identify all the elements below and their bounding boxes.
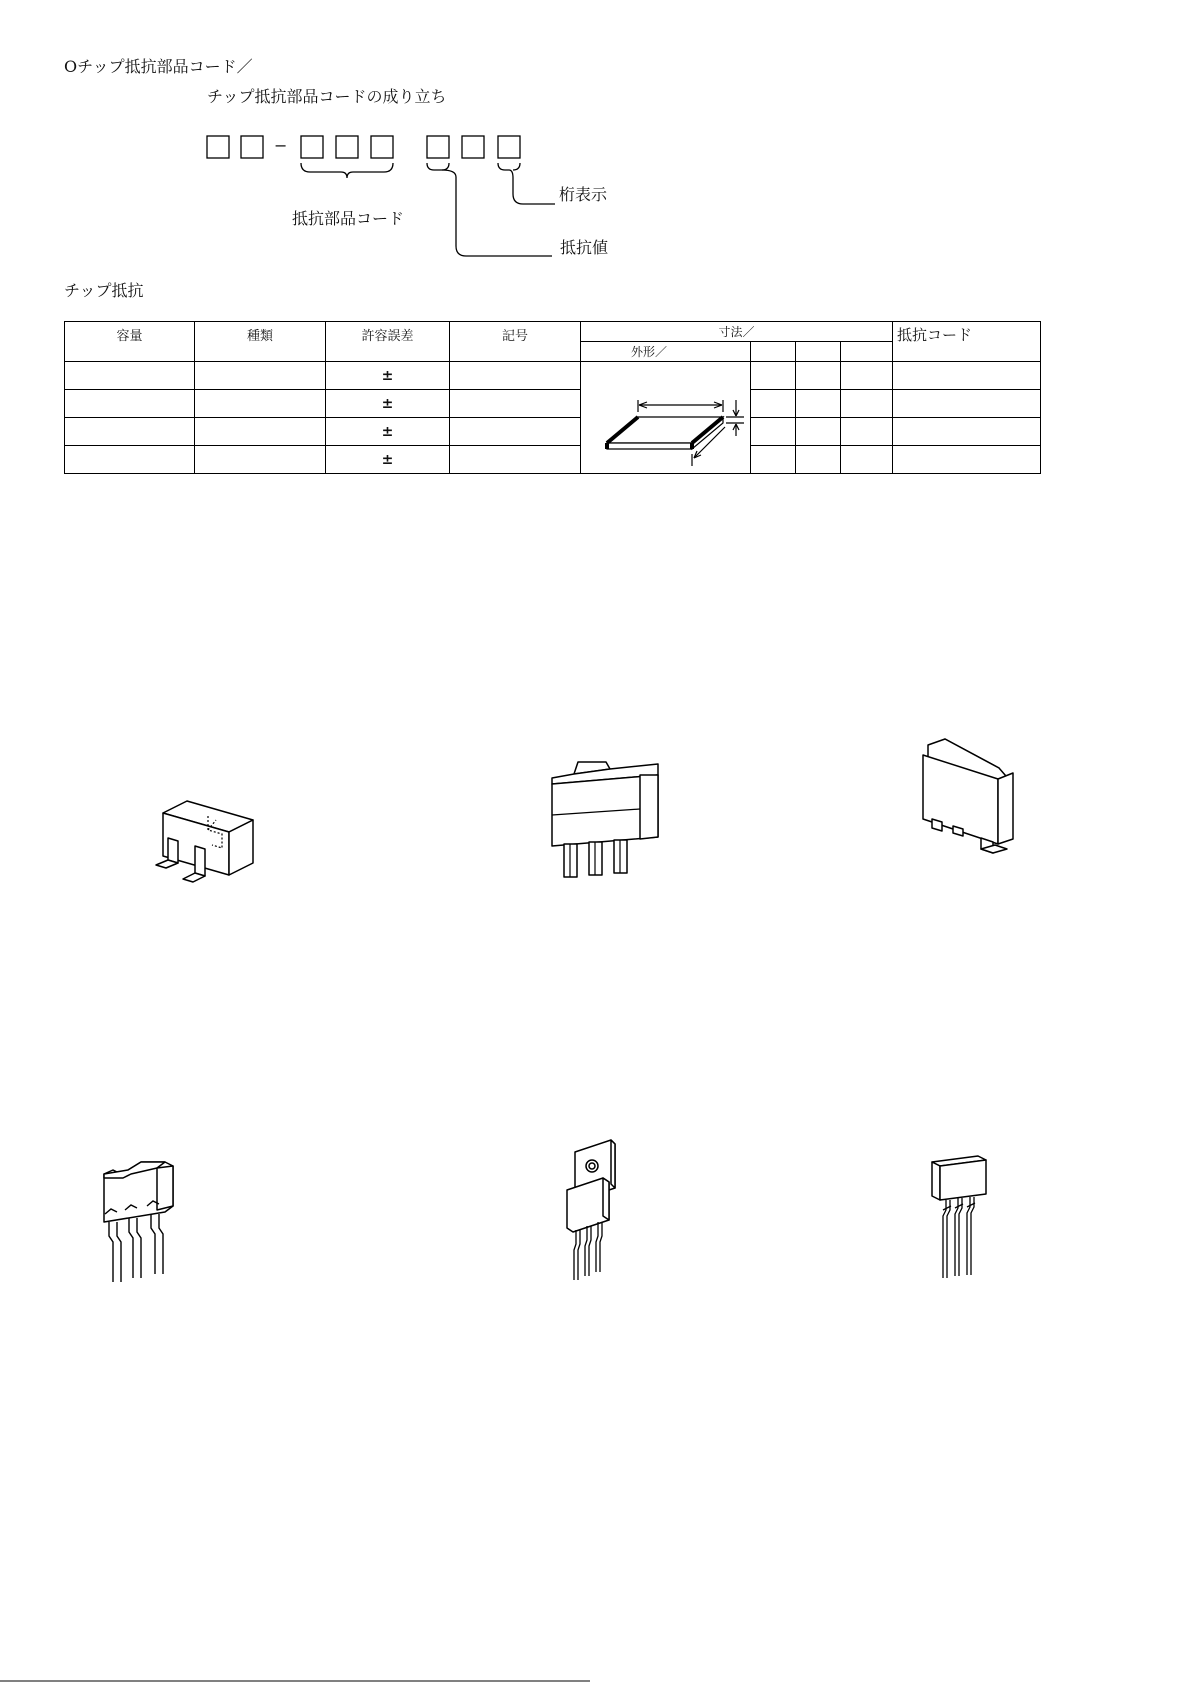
sip-package-icon [95,1152,215,1302]
header-tolerance: 許容誤差 [326,322,450,362]
composition-title: チップ抵抗部品コードの成り立ち [207,87,447,106]
chip-shape-cell [581,362,751,474]
part-code-label: 抵抗部品コード [292,209,405,228]
code-box-1 [207,136,229,158]
tolerance-value: ± [381,395,394,412]
page-heading: Oチップ抵抗部品コード／ [64,57,253,76]
digit-label: 桁表示 [559,185,608,204]
section-title: チップ抵抗 [64,281,144,300]
code-box-3 [301,136,323,158]
table-row [65,418,1041,446]
code-box-5 [371,136,393,158]
value-label: 抵抗値 [560,238,609,257]
header-symbol: 記号 [450,322,581,362]
digit-leader-line [498,163,555,204]
table-row [65,390,1041,418]
dash-separator: − [274,136,288,155]
sot23-package-icon [150,790,270,910]
code-box-8 [498,136,520,158]
tolerance-value: ± [381,451,394,468]
header-resistor-code: 抵抗コード [893,322,1041,362]
chip-resistor-table [64,321,1041,474]
value-leader-line [427,163,552,256]
code-box-4 [336,136,358,158]
code-box-6 [427,136,449,158]
code-box-7 [462,136,484,158]
code-box-2 [241,136,263,158]
to220-package-icon [563,1140,653,1290]
to92-package-icon [928,1152,1018,1302]
chip-resistor-icon [581,362,751,474]
tolerance-value: ± [381,367,394,384]
header-shape: 外形／ [581,342,751,362]
part-code-brace [301,163,393,178]
table-row [65,362,1041,390]
dpak-package-icon [915,735,1035,885]
table-row [65,446,1041,474]
tolerance-value: ± [381,423,394,440]
header-capacity: 容量 [65,322,195,362]
code-diagram-lines [0,0,1191,260]
header-dimensions: 寸法／ [581,322,893,342]
header-type: 種類 [195,322,326,362]
sot89-package-icon [548,755,678,895]
